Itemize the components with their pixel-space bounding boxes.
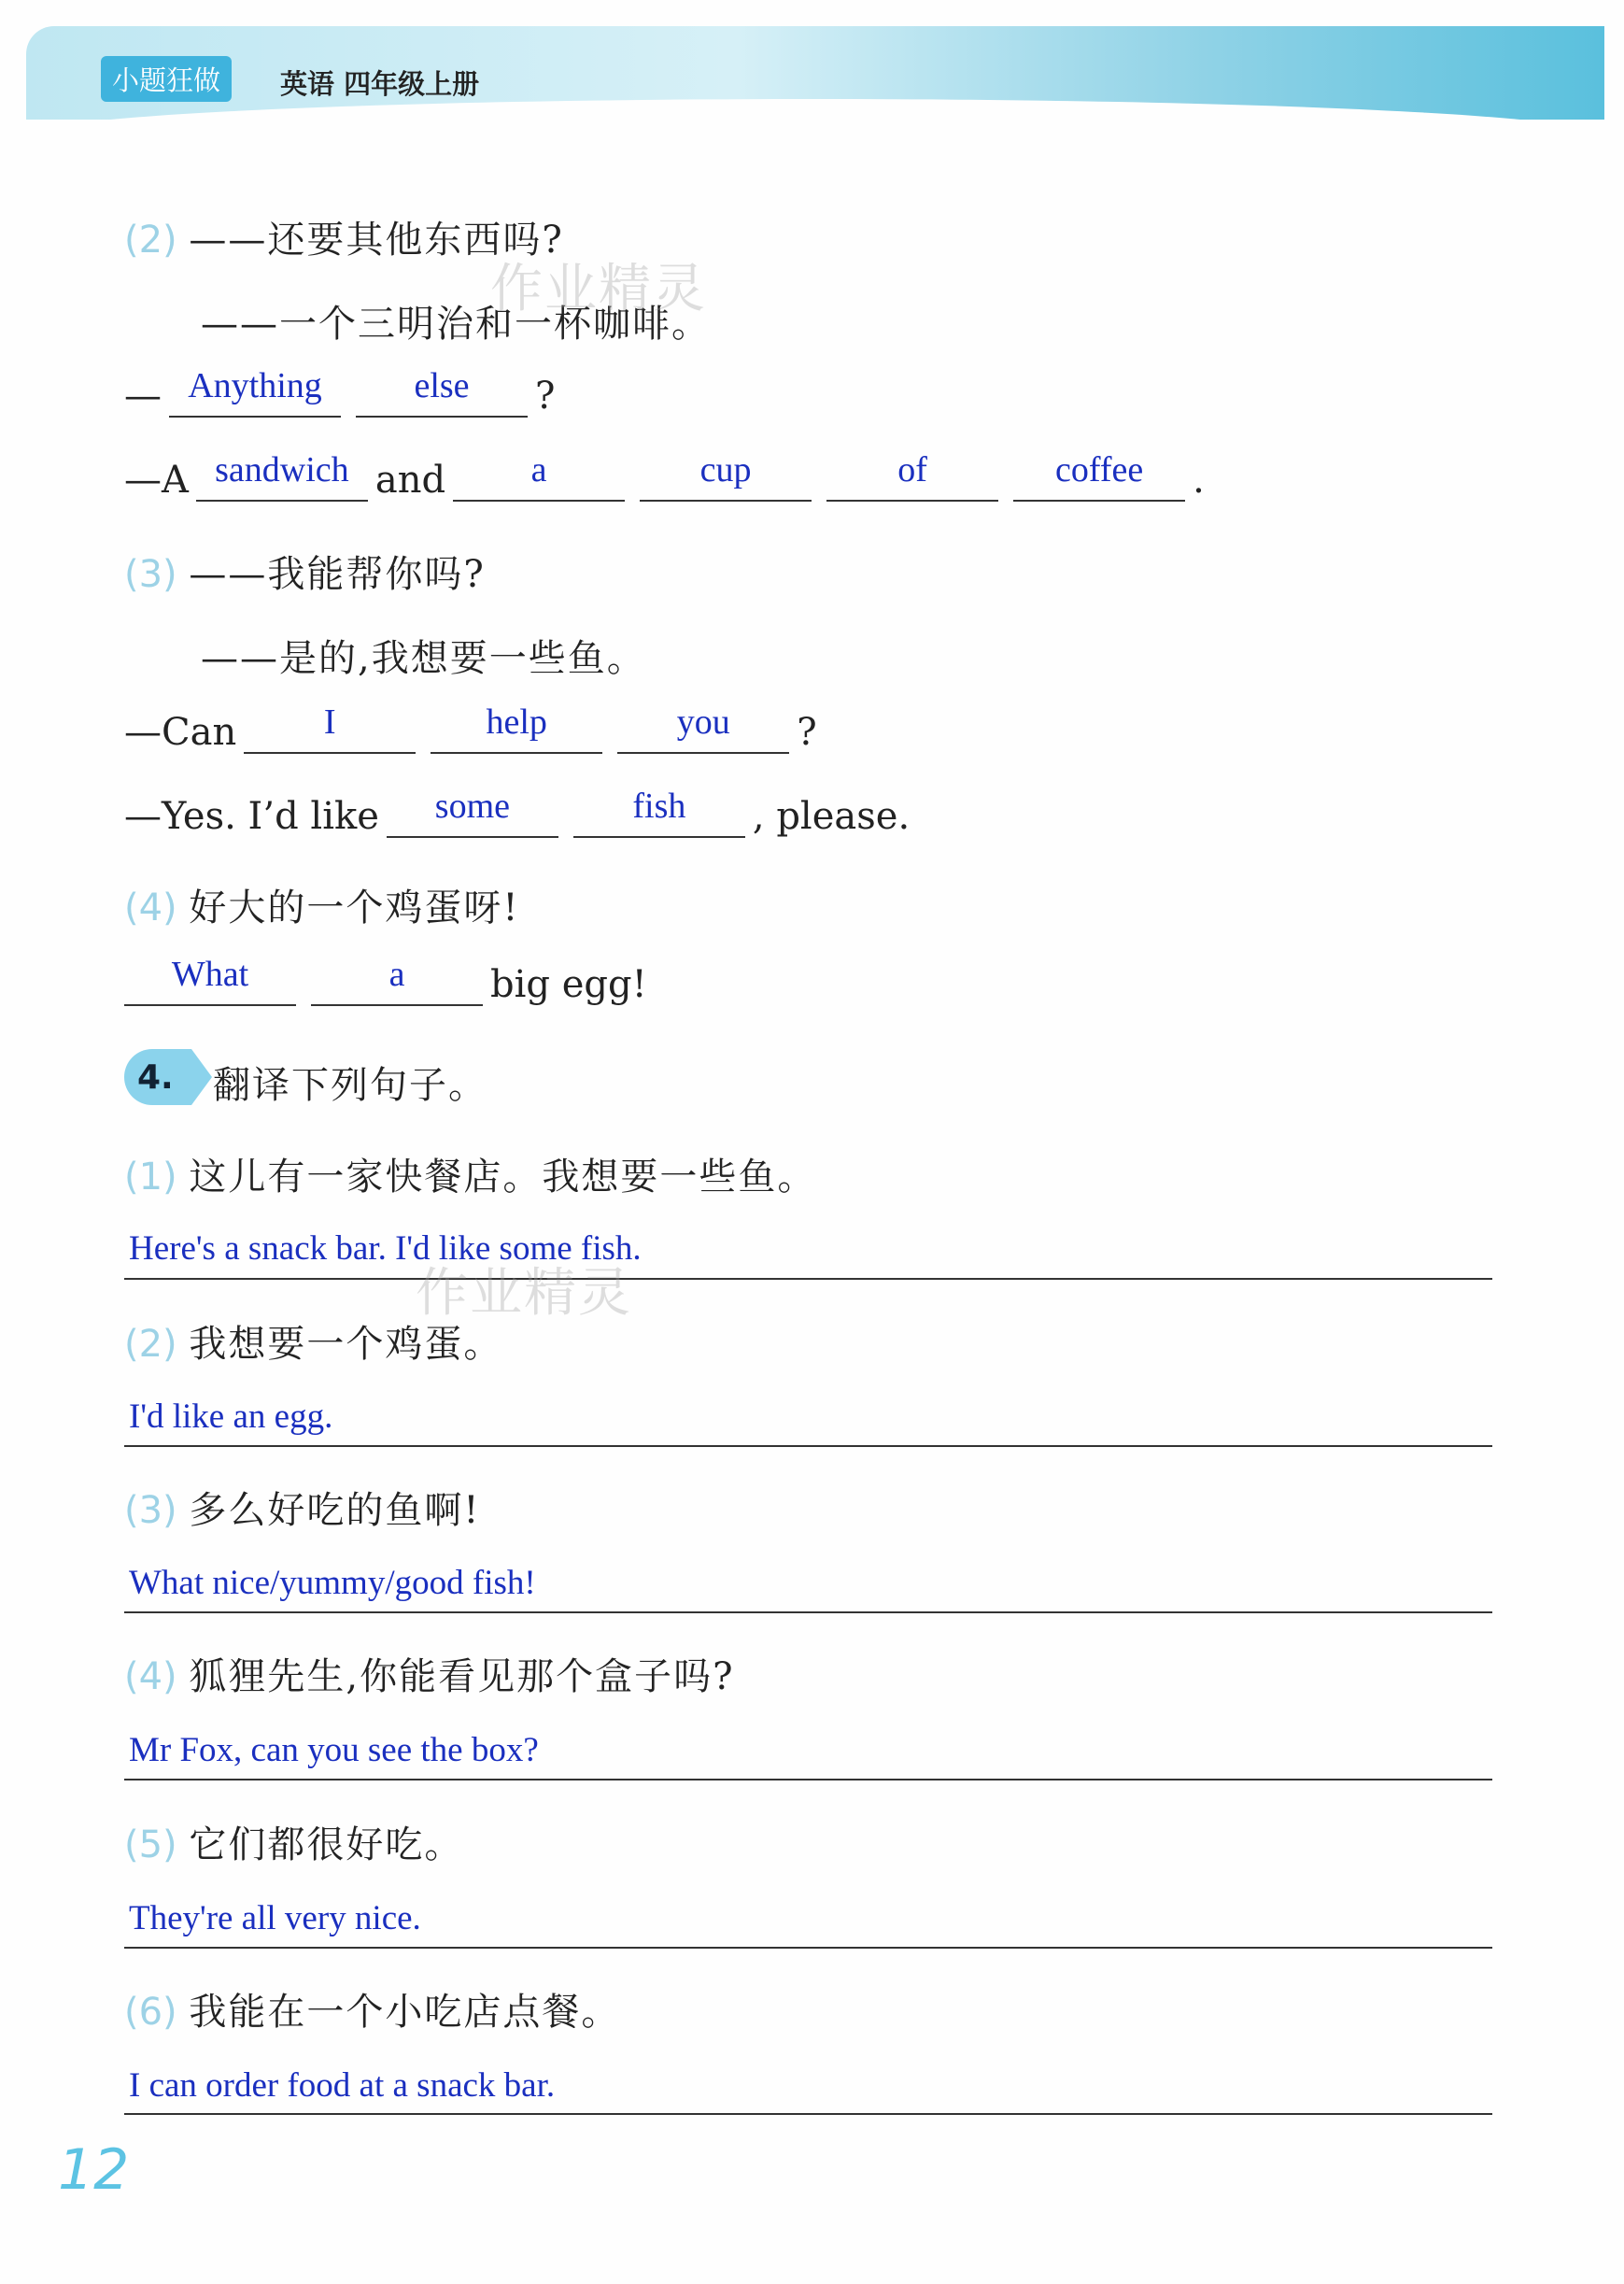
answer-text: help	[486, 702, 547, 742]
answer-text: cup	[699, 450, 752, 489]
answer-blank	[617, 702, 789, 754]
answer-line	[124, 1947, 1492, 1949]
translate-item-1-cn: (1) 这儿有一家快餐店。我想要一些鱼。	[124, 1156, 817, 1199]
q4-en-line: What a big egg!	[124, 958, 647, 1006]
answer-blank	[124, 955, 296, 1006]
answer-blank	[1013, 450, 1185, 502]
answer-text: a	[388, 955, 405, 994]
answer-blank	[387, 789, 558, 838]
translate-item-3-cn: (3) 多么好吃的鱼啊!	[124, 1489, 481, 1532]
subject-title: 英语 四年级上册	[280, 68, 480, 100]
answer-text: sandwich	[215, 450, 349, 489]
answer-blank	[826, 450, 998, 502]
answer-blank	[169, 366, 341, 418]
translate-item-5-cn: (5) 它们都很好吃。	[124, 1823, 464, 1866]
translate-item-2-cn: (2) 我想要一个鸡蛋。	[124, 1323, 503, 1366]
watermark: 作业精灵	[490, 259, 707, 319]
answer-blank	[431, 702, 602, 754]
answer-text: a	[530, 450, 547, 489]
answer-blank	[311, 955, 483, 1006]
answer-blank	[244, 702, 416, 754]
translate-item-2-answer: I'd like an egg.	[129, 1397, 333, 1436]
q2-cn-line1: (2) ——还要其他东西吗?	[124, 219, 564, 262]
answer-blank	[196, 450, 368, 502]
answer-text: fish	[632, 787, 686, 826]
watermark: 作业精灵	[416, 1263, 632, 1324]
answer-text: you	[676, 702, 730, 742]
q2-en-line1: — Anything else ?	[124, 366, 556, 418]
q3-en-line2: —Yes. I’d like some fish , please.	[124, 787, 911, 838]
translate-item-4-answer: Mr Fox, can you see the box?	[129, 1731, 539, 1769]
answer-blank	[356, 366, 528, 418]
answer-blank	[573, 789, 745, 838]
answer-line	[124, 1278, 1492, 1280]
series-badge: 小题狂做	[101, 56, 232, 102]
section-number-badge: 4.	[124, 1049, 191, 1105]
answer-text: What	[171, 955, 249, 994]
q3-cn-line2: ——是的,我想要一些鱼。	[201, 637, 646, 680]
translate-item-4-cn: (4) 狐狸先生,你能看见那个盒子吗?	[124, 1655, 735, 1698]
page-number: 12	[58, 2137, 130, 2203]
answer-line	[124, 1611, 1492, 1613]
answer-blank	[453, 450, 625, 502]
answer-text: else	[414, 366, 470, 405]
q4-cn-line: (4) 好大的一个鸡蛋呀!	[124, 887, 520, 929]
translate-item-5-answer: They're all very nice.	[129, 1899, 421, 1937]
answer-blank	[640, 450, 812, 502]
translate-item-6-answer: I can order food at a snack bar.	[129, 2066, 556, 2105]
page-header	[26, 26, 1604, 120]
answer-line	[124, 2113, 1492, 2115]
answer-text: I	[323, 702, 336, 742]
section-title: 翻译下列句子。	[213, 1064, 487, 1107]
answer-text: of	[897, 450, 927, 489]
answer-text: some	[434, 787, 510, 826]
q2-cn-line2: ——一个三明治和一杯咖啡。	[201, 303, 711, 346]
translate-item-1-answer: Here's a snack bar. I'd like some fish.	[129, 1229, 642, 1268]
answer-line	[124, 1779, 1492, 1780]
q2-en-line2: —A sandwich and a cup of coffee .	[124, 450, 1205, 502]
q3-cn-line1: (3) ——我能帮你吗?	[124, 553, 486, 596]
translate-item-6-cn: (6) 我能在一个小吃店点餐。	[124, 1991, 621, 2034]
translate-item-3-answer: What nice/yummy/good fish!	[129, 1564, 536, 1602]
answer-text: Anything	[188, 366, 322, 405]
answer-text: coffee	[1054, 450, 1144, 489]
answer-line	[124, 1445, 1492, 1447]
q3-en-line1: —Can I help you ?	[124, 702, 817, 754]
